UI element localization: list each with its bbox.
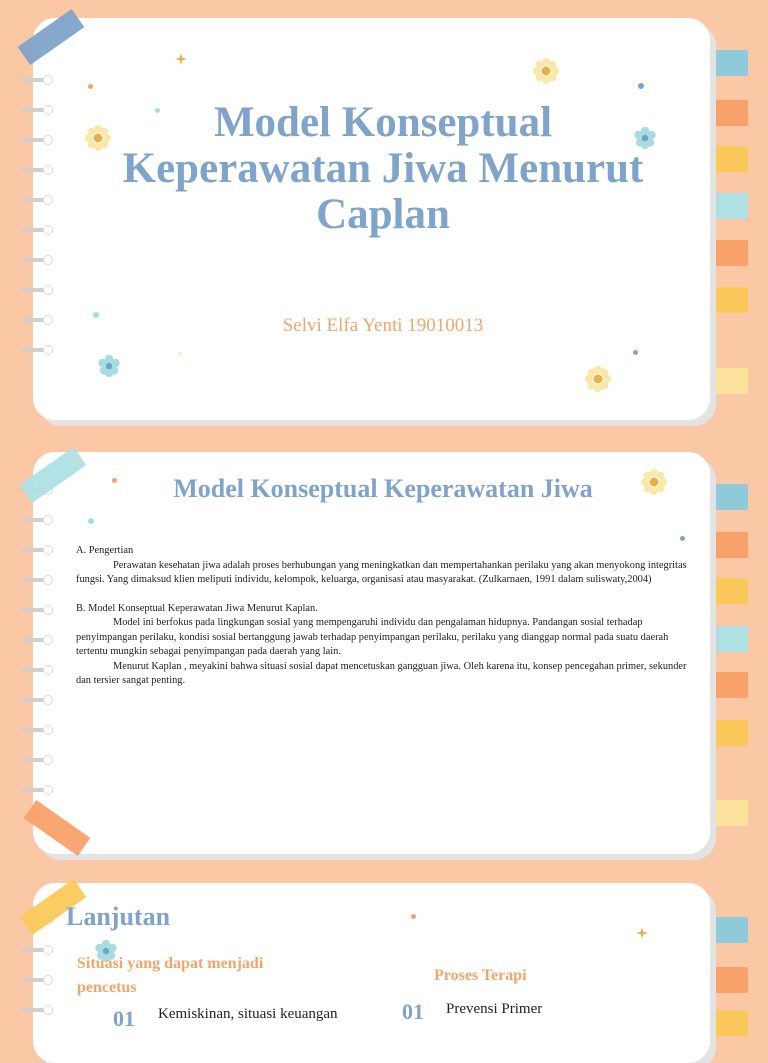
slide-3 — [0, 870, 768, 1031]
index-tab — [710, 1010, 748, 1036]
section-b-paragraph: Menurut Kaplan , meyakini bahwa situasi sosial dapat mencetuskan gangguan jiwa. Oleh karena itu, konsep pencegahan primer, sekunder dan tersier sangat penting. — [76, 660, 687, 686]
index-tab — [710, 626, 748, 652]
author-line: Selvi Elfa Yenti 19010013 — [282, 315, 484, 336]
confetti-dot — [633, 350, 638, 355]
index-tab — [710, 967, 748, 993]
slide-title-line: Model Konseptual — [213, 99, 553, 146]
section-title: Model Konseptual Keperawatan Jiwa — [173, 474, 593, 503]
left-column-heading — [77, 952, 263, 1000]
index-tab — [710, 368, 748, 394]
slide-1 — [0, 0, 768, 440]
left-heading-line: Situasi yang dapat menjadi — [77, 955, 264, 972]
left-item-number: 01 — [113, 1006, 135, 1031]
index-tab — [710, 532, 748, 558]
section-b-paragraph: Model ini berfokus pada lingkungan sosial yang mempengaruhi individu dan pengalaman hidupnya. Pandangan sosial terhadap penyimpangan perilaku, kondisi sosial bertanggung jawab terhadap penyimpangan perilaku, perilaku yang dianggap normal pada suatu daerah tertentu mungkin sebagai penyimpangan pada daerah yang lain. — [76, 617, 669, 657]
slide-body — [76, 544, 690, 689]
index-tab — [710, 578, 748, 604]
left-heading-line: pencetus — [77, 979, 137, 996]
daisy-icon — [585, 366, 611, 392]
index-tab — [710, 720, 748, 746]
confetti-dot — [638, 83, 644, 89]
confetti-dot — [88, 84, 93, 89]
slide-title-line: Caplan — [316, 191, 450, 238]
section-b-heading: B. Model Konseptual Keperawatan Jiwa Menurut Kaplan. — [76, 602, 318, 614]
left-item-text: Kemiskinan, situasi keuangan — [158, 1006, 338, 1022]
slide-title — [33, 100, 733, 238]
confetti-dot — [411, 914, 416, 919]
right-item-number: 01 — [402, 999, 424, 1024]
confetti-dot — [88, 518, 94, 524]
index-tab — [710, 672, 748, 698]
right-column-heading: Proses Terapi — [434, 967, 527, 984]
section-a-heading: A. Pengertian — [76, 545, 134, 556]
daisy-icon — [533, 58, 559, 84]
sparkle-icon — [636, 927, 648, 939]
index-tab — [710, 240, 748, 266]
confetti-dot — [680, 536, 685, 541]
sparkle-icon — [175, 53, 187, 65]
index-tab — [710, 800, 748, 826]
slide-title-line: Keperawatan Jiwa Menurut — [122, 145, 644, 192]
section-title: Lanjutan — [66, 902, 171, 931]
index-tab — [710, 287, 748, 313]
section-a-text: Perawatan kesehatan jiwa adalah proses berhubungan yang meningkatkan dan mempertahankan perilaku yang akan menyokong integritas fungsi. Yang dimaksud klien meliputi individu, kelompok, keluarga, organisasi atau masyarakat. (Zulkarnaen, 1991 dalam suliswaty,2004) — [76, 559, 687, 585]
confetti-dot — [179, 352, 182, 355]
right-item-text: Prevensi Primer — [446, 1001, 543, 1017]
index-tab — [710, 50, 748, 76]
blue-flower-icon — [97, 354, 121, 378]
index-tab — [710, 917, 748, 943]
